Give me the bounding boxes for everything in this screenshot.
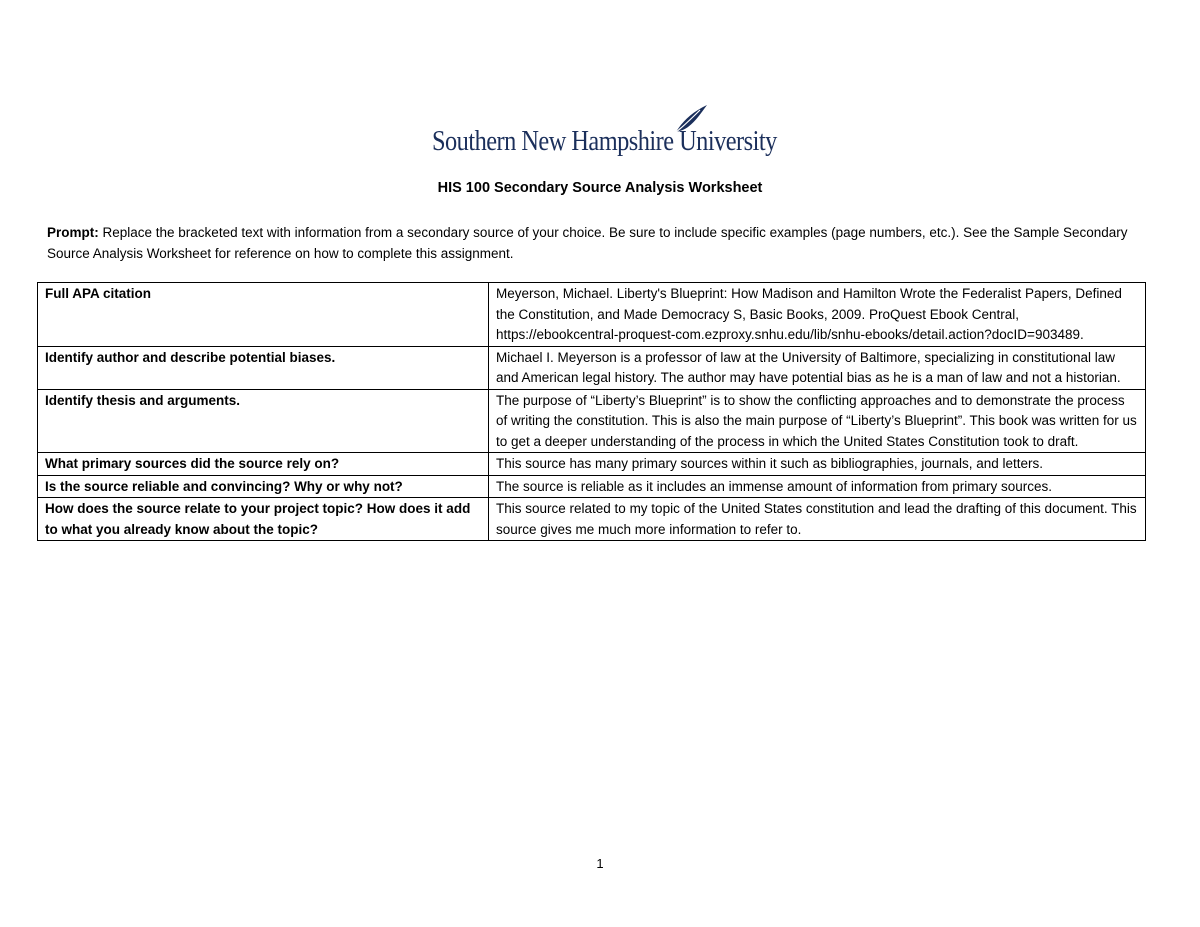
table-row: [38, 498, 1146, 541]
table-row: [38, 475, 1146, 498]
question-cell: Identify author and describe potential biases.: [38, 346, 489, 389]
prompt-text: Replace the bracketed text with information from a secondary source of your choice. Be sure to include specific examples (page numbers, etc.). See the Sample Secondary Source Analysis Worksheet for reference on how to complete this assignment.: [47, 225, 1128, 261]
prompt-label: Prompt:: [47, 225, 99, 240]
analysis-table: [37, 282, 1146, 541]
answer-cell: The source is reliable as it includes an immense amount of information from primary sources.: [489, 475, 1146, 498]
question-cell: Full APA citation: [38, 283, 489, 347]
answer-cell: This source has many primary sources within it such as bibliographies, journals, and letters.: [489, 453, 1146, 476]
prompt-paragraph: [47, 222, 1157, 264]
logo-wordmark: Southern New Hampshire University: [432, 126, 777, 157]
question-cell: Identify thesis and arguments.: [38, 389, 489, 453]
answer-cell: Meyerson, Michael. Liberty's Blueprint: How Madison and Hamilton Wrote the Federalist Papers, Defined the Constitution, and Made Democracy S, Basic Books, 2009. ProQuest Ebook Central, https://ebookcentral-proquest-com.ezproxy.snhu.edu/lib/snhu-ebooks/detail.action?docID=903489.: [489, 283, 1146, 347]
question-cell: Is the source reliable and convincing? Why or why not?: [38, 475, 489, 498]
table-row: [38, 283, 1146, 347]
answer-cell: Michael I. Meyerson is a professor of law at the University of Baltimore, specializing in constitutional law and American legal history. The author may have potential bias as he is a man of law and not a historian.: [489, 346, 1146, 389]
page-title: HIS 100 Secondary Source Analysis Worksheet: [437, 180, 763, 196]
university-logo: [432, 104, 777, 162]
answer-cell: The purpose of “Liberty’s Blueprint” is to show the conflicting approaches and to demonstrate the process of writing the constitution. This is also the main purpose of “Liberty’s Blueprint”. This book was written for us to get a deeper understanding of the process in which the United States Constitution took to draft.: [489, 389, 1146, 453]
question-cell: What primary sources did the source rely on?: [38, 453, 489, 476]
answer-cell: This source related to my topic of the United States constitution and lead the drafting of this document. This source gives me much more information to refer to.: [489, 498, 1146, 541]
table-row: [38, 453, 1146, 476]
question-cell: How does the source relate to your project topic? How does it add to what you already know about the topic?: [38, 498, 489, 541]
table-row: [38, 346, 1146, 389]
page-number: 1: [596, 856, 604, 871]
table-row: [38, 389, 1146, 453]
